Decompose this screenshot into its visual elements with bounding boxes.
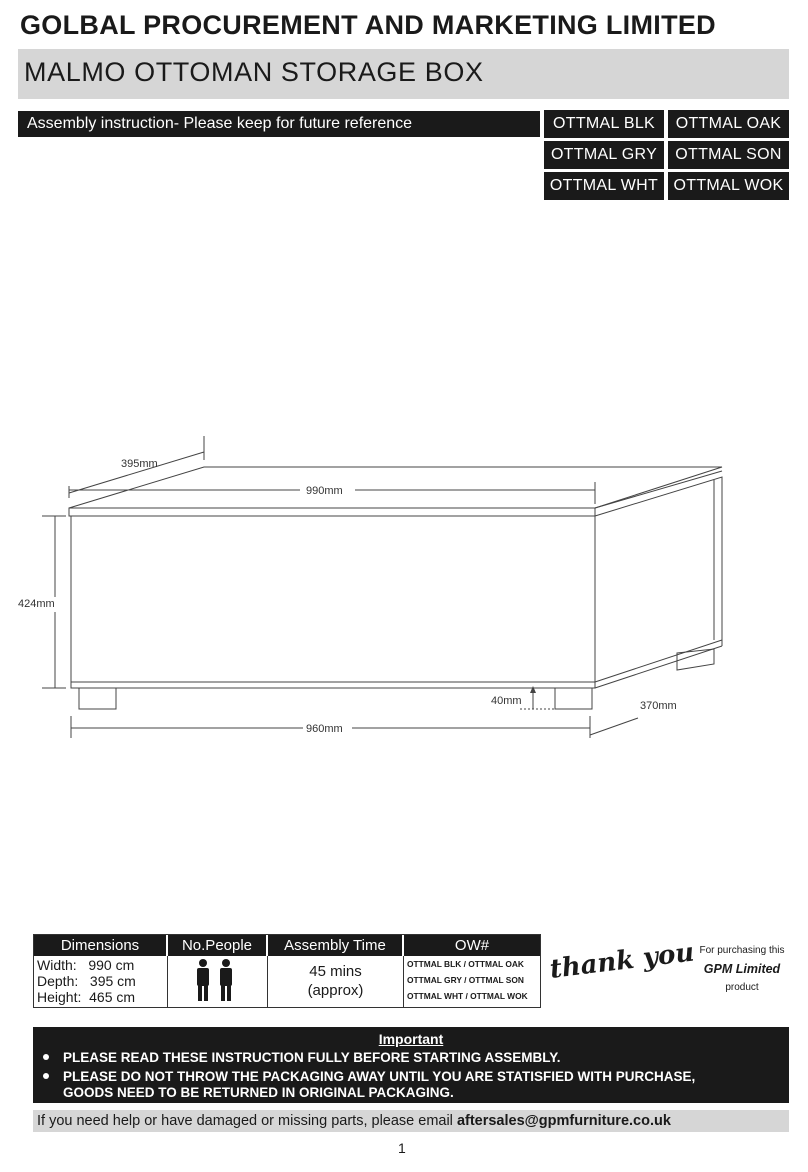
purchase-line-3: product [725,982,759,993]
important-bullet-2-cont: GOODS NEED TO BE RETURNED IN ORIGINAL PACKAGING. [63,1085,454,1100]
assembly-time-mins: 45 mins [309,963,362,980]
people-cell [168,956,267,1007]
dim-label-width-bottom: 960mm [306,723,343,735]
important-notice [33,1027,789,1103]
help-bar [33,1110,789,1132]
important-title: Important [378,1031,444,1047]
purchase-line-2: GPM Limited [703,962,781,976]
ow-line-3: OTTMAL WHT / OTTMAL WOK [407,991,528,1001]
header-dimensions: Dimensions [34,935,166,956]
dim-depth: Depth: 395 cm [37,973,136,989]
box-plinth [71,682,595,688]
important-bullet-1: PLEASE READ THESE INSTRUCTION FULLY BEFORE STARTING ASSEMBLY. [43,1050,561,1066]
purchase-line-1: For purchasing this [699,945,785,956]
assembly-instruction-note: Assembly instruction- Please keep for future reference [18,111,540,137]
specification-table [33,934,541,1008]
product-title: MALMO OTTOMAN STORAGE BOX [24,57,484,87]
header-ow: OW# [404,935,540,956]
box-lid-front [69,508,595,516]
dim-label-depth-top: 395mm [121,458,158,470]
code-ottmal-wok: OTTMAL WOK [668,172,789,200]
page-number: 1 [398,1140,406,1156]
dim-label-height: 424mm [18,598,55,610]
help-text: If you need help or have damaged or missing parts, please email [37,1113,457,1129]
code-ottmal-son: OTTMAL SON [668,141,789,169]
assembly-time-cell [268,956,403,1007]
leg-front-right [555,688,592,709]
header-people: No.People [168,935,266,956]
code-ottmal-wht: OTTMAL WHT [544,172,664,200]
dim-label-width-top: 990mm [306,485,343,497]
box-right-side [595,477,722,682]
code-ottmal-gry: OTTMAL GRY [544,141,664,169]
help-email-link[interactable]: aftersales@gpmfurniture.co.uk [456,1113,671,1129]
ow-cell [404,956,540,1007]
dimensions-cell [34,956,167,1007]
important-bullet-2: PLEASE DO NOT THROW THE PACKAGING AWAY UNTIL YOU ARE STATISFIED WITH PURCHASE, [43,1069,695,1085]
dim-label-depth-bottom: 370mm [640,700,677,712]
dim-width: Width: 990 cm [37,957,135,973]
code-ottmal-oak: OTTMAL OAK [668,110,789,138]
box-front-panel [71,516,595,682]
header-assembly-time: Assembly Time [268,935,402,956]
leg-front-left [79,688,116,709]
ow-line-2: OTTMAL GRY / OTTMAL SON [407,975,524,985]
ottoman-dimension-drawing [0,420,808,750]
dim-label-leg-height: 40mm [491,695,522,707]
box-top-surface [69,467,722,508]
code-ottmal-blk: OTTMAL BLK [544,110,664,138]
two-people-icon [168,956,267,1007]
thank-you-text: thank you [548,937,696,985]
dim-height: Height: 465 cm [37,989,136,1005]
assembly-time-approx: (approx) [307,982,364,999]
company-name: GOLBAL PROCUREMENT AND MARKETING LIMITED [20,10,716,40]
ow-line-1: OTTMAL BLK / OTTMAL OAK [407,959,524,969]
